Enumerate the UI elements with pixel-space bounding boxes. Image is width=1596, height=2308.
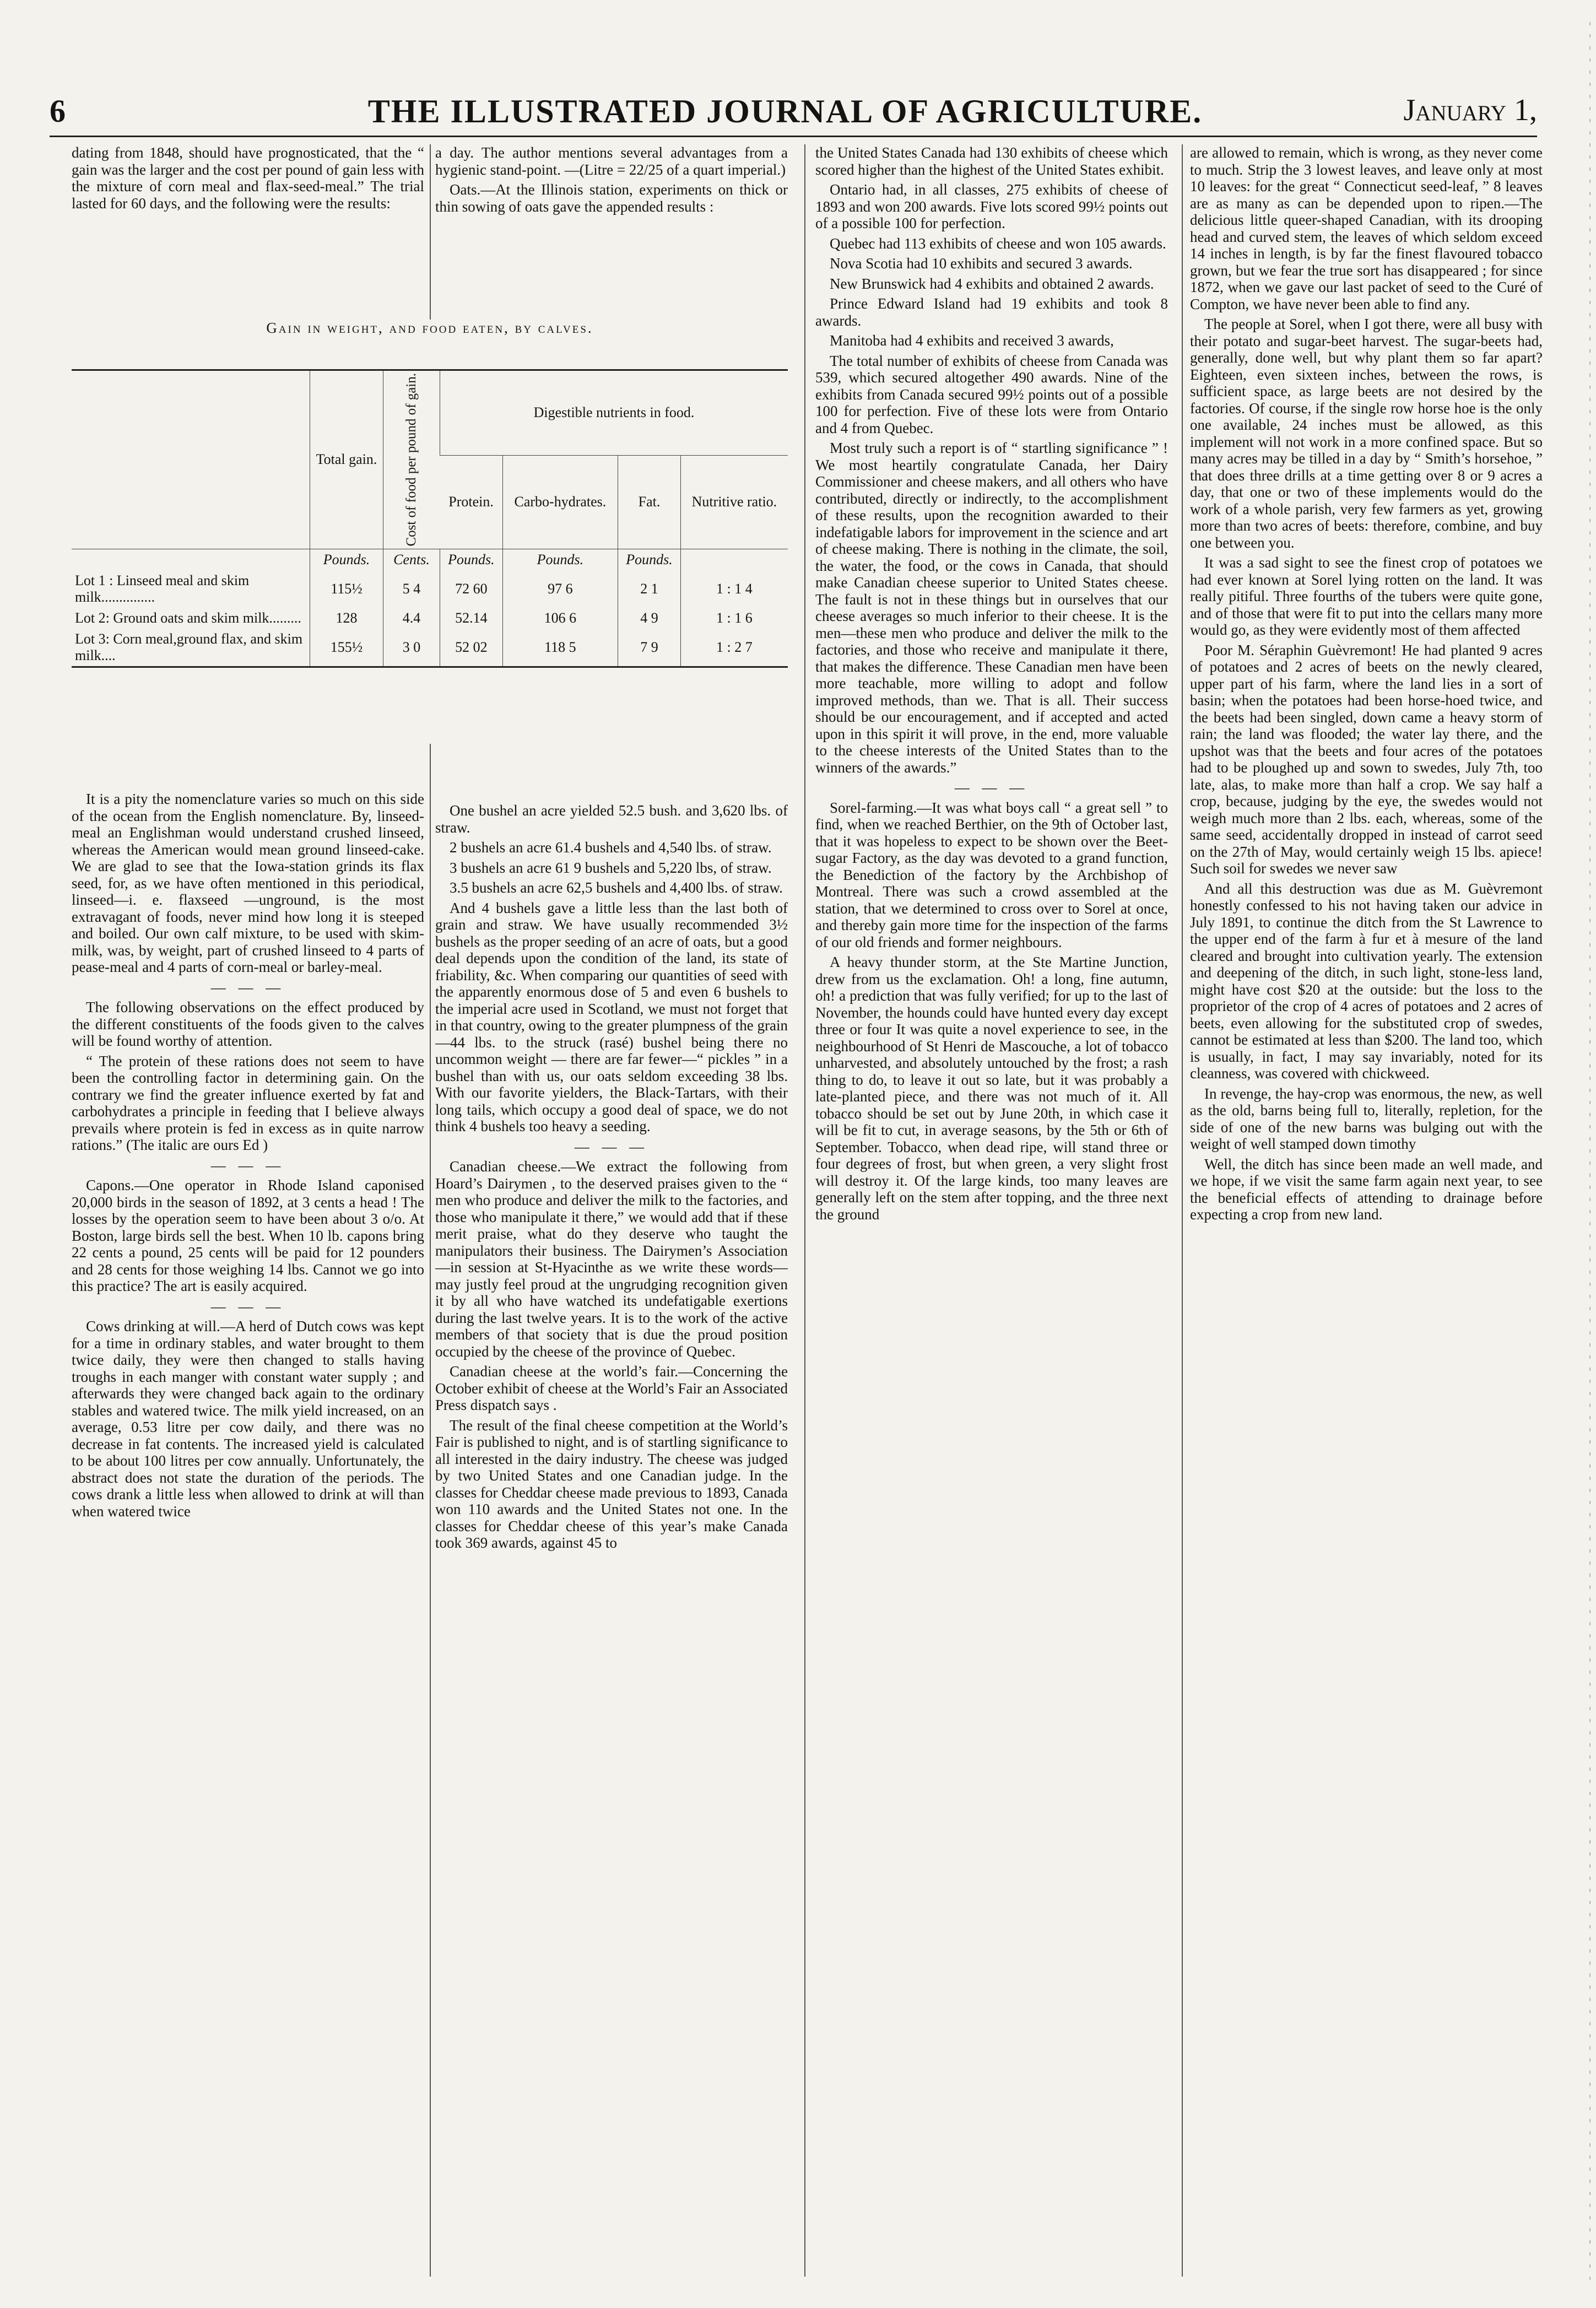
fat-cell: 2 1 — [618, 570, 681, 608]
calves-table — [72, 369, 788, 668]
units-cell: Pounds. — [310, 549, 383, 570]
separator: — — — — [210, 1298, 285, 1315]
ratio-cell: 1 : 1 6 — [680, 608, 788, 629]
separator: — — — — [574, 1138, 649, 1155]
row-label-header — [72, 370, 310, 549]
paragraph: a day. The author mentions several advantages from a hygienic stand-point. —(Litre = 22/25 of a quart imperial.) — [435, 144, 788, 178]
protein-cell: 72 60 — [440, 570, 503, 608]
calves-table-block — [72, 320, 788, 744]
paragraph: Nova Scotia had 10 exhibits and secured 3 awards. — [830, 255, 1133, 272]
paragraph: In revenge, the hay-crop was enormous, the new, as well as the old, barns being full to, literally, repletion, for the side of one of the new barns was bulging out with the weight of well stamped down timothy — [1190, 1085, 1543, 1152]
fat-cell: 4 9 — [618, 608, 681, 629]
column-divider — [804, 144, 805, 2277]
protein-cell: 52 02 — [440, 629, 503, 667]
article-cows-drinking: Cows drinking at will.—A herd of Dutch cows was kept for a time in ordinary stables, and water brought to them twice daily, they were then changed to stalls having troughs in each manger with constant water supply ; and afterwards they were changed back again to the ordinary stables and watered twice. The milk yield increased, on an average, 0.53 litre per cow daily, and there was no decrease in fat contents. The increased yield is calculated to be about 100 litres per cow annually. Unfortunately, the abstract does not state the duration of the periods. The cows drank a little less when allowed to drink at will than when watered twice — [72, 1318, 424, 1520]
units-cell — [72, 549, 310, 570]
cost-header-text: Cost of food per pound of gain. — [404, 373, 419, 547]
journal-title: THE ILLUSTRATED JOURNAL OF AGRICULTURE. — [367, 93, 1203, 129]
paragraph: Manitoba had 4 exhibits and received 3 awards, — [830, 332, 1114, 349]
paragraph: the United States Canada had 130 exhibits of cheese which scored higher than the highest of the United States exhibit. — [815, 144, 1168, 178]
paragraph: 3 bushels an acre 61 9 bushels and 5,220 lbs, of straw. — [450, 859, 772, 876]
issue-date: January 1, — [1403, 93, 1537, 127]
total-gain-header: Total gain. — [310, 370, 383, 549]
paragraph: A heavy thunder storm, at the Ste Martine Junction, drew from us the exclamation. Oh! a long, fine autumn, oh! a prediction that was fully verified; for up to the last of November, the hounds could have hunted every day except three or four It was quite a novel experience to see, in the neighbourhood of St Henri de Mascouche, a lot of tobacco unharvested, and absolutely untouched by the frost; a rash thing to do, to leave it out so late, but it was probably a late-planted piece, and there was not much of it. All tobacco should be set out by June 20th, in which case it will be fit to cut, in average seasons, by the 5th or 6th of September. Tobacco, when dead ripe, will stand three or four degrees of frost, but when green, a very slight frost will destroy it. Of the large kinds, too many leaves are generally left on the stem after topping, and the three next the ground — [815, 954, 1168, 1223]
units-cell — [680, 549, 788, 570]
carbo-cell: 118 5 — [502, 629, 618, 667]
paragraph: The following observations on the effect produced by the different constituents of the foods given to the calves will be found worthy of attention. — [72, 999, 424, 1049]
units-cell: Cents. — [383, 549, 440, 570]
units-cell: Pounds. — [618, 549, 681, 570]
nutritive-ratio-header: Nutritive ratio. — [680, 455, 788, 549]
paragraph: Poor M. Séraphin Guèvremont! He had planted 9 acres of potatoes and 2 acres of beets on the newly cleared, upper part of his farm, where the land lies in a sort of basin; when the potatoes had been horse-hoed twice, and the beets had been singled, down came a heavy storm of rain; the land was flooded; the water lay there, and the upshot was that the beets and four acres of the potatoes had to be ploughed up and sown to swedes, July 7th, too late, alas, to make more than half a crop. We say half a crop, because, judging by the eye, the swedes would not weigh much more than 2 lbs. each, whereas, some of the same seed, accidentally dropped in instead of carrot seed on the 27th of May, would certainly weigh 15 lbs. apiece! Such soil for swedes we never saw — [1190, 641, 1543, 877]
gain-cell: 128 — [310, 608, 383, 629]
row-label: Lot 3: Corn meal,ground flax, and skim milk.... — [75, 630, 303, 663]
ratio-cell: 1 : 1 4 — [680, 570, 788, 608]
paragraph: New Brunswick had 4 exhibits and obtained 2 awards. — [830, 275, 1154, 292]
paragraph: And all this destruction was due as M. Guèvremont honestly confessed to his not having taken our advice in July 1891, to continue the ditch from the St Lawrence to the upper end of the farm à fur et à mesure of the land cleared and brought into cultivation yearly. The extension and deepening of the ditch, in such light, stone-less land, might have cost $20 at the outside: but the loss to the proprietor of the crop of 4 acres of potatoes and 2 acres of beets, even allowing for the substituted crop of swedes, cannot be estimated at less than $200. The land too, which is usually, in fact, I may say invariably, noted for its cleanness, was covered with chickweed. — [1190, 880, 1543, 1082]
ratio-cell: 1 : 2 7 — [680, 629, 788, 667]
cost-header — [383, 370, 440, 549]
table-row — [72, 570, 788, 608]
units-cell: Pounds. — [440, 549, 503, 570]
carbo-cell: 97 6 — [502, 570, 618, 608]
row-label: Lot 2: Ground oats and skim milk......... — [75, 609, 301, 626]
column-divider — [1182, 144, 1183, 2277]
gain-cell: 155½ — [310, 629, 383, 667]
column-3 — [815, 144, 1168, 2277]
fat-cell: 7 9 — [618, 629, 681, 667]
page-header — [33, 93, 1537, 137]
article-oats: Oats.—At the Illinois station, experiments on thick or thin sowing of oats gave the appended results : — [435, 181, 788, 215]
paragraph: Ontario had, in all classes, 275 exhibits of cheese of 1893 and won 200 awards. Five lots scored 99½ points out of a possible 100 for perfection. — [815, 181, 1168, 231]
carbo-cell: 106 6 — [502, 608, 618, 629]
paragraph: The people at Sorel, when I got there, were all busy with their potato and sugar-beet harvest. The sugar-beets had, generally, done well, but why plant them so far apart? Eighteen, even sixteen inches, between the rows, is sufficient space, as large beets are not desired by the factories. Of course, if the single row horse hoe is the only one available, 24 inches must be allowed, as this implement will not work in a more confined space. But so many acres may be tilled in a day by “ Smith’s horsehoe, ” that does three drills at a time getting over 8 or 9 acres a day, that one or two of these implements would do the work of a whole parish, very few farmers as yet, growing more than two acres of beets: therefore, combine, and buy one between you. — [1190, 316, 1543, 551]
paragraph: The total number of exhibits of cheese from Canada was 539, which secured altogether 490 awards. Nine of the exhibits from Canada secured 99½ points out of a possible 100 for perfection. Five of these lots were from Ontario and 4 from Quebec. — [815, 352, 1168, 436]
page-number: 6 — [50, 93, 66, 129]
carbohydrates-header: Carbo-hydrates. — [502, 455, 618, 549]
protein-cell: 52.14 — [440, 608, 503, 629]
article-capons: Capons.—One operator in Rhode Island caponised 20,000 birds in the season of 1892, at 3 cents a head ! The losses by the operation seem to have been about 3 o/o. At Boston, large birds sell the best. When 10 lb. capons bring 22 cents a pound, 25 cents will be paid for 12 pounders and 28 cents for those weighing 14 lbs. Cannot we go into this practice? The art is easily acquired. — [72, 1177, 424, 1294]
digestible-nutrients-header: Digestible nutrients in food. — [440, 370, 788, 456]
separator: — — — — [210, 979, 285, 996]
cost-cell: 4.4 — [383, 608, 440, 629]
paragraph: Prince Edward Island had 19 exhibits and took 8 awards. — [815, 295, 1168, 329]
separator: — — — — [954, 779, 1029, 796]
gain-cell: 115½ — [310, 570, 383, 608]
table-row — [72, 608, 788, 629]
article-worlds-fair: Canadian cheese at the world’s fair.—Concerning the October exhibit of cheese at the World’s Fair an Associated Press dispatch says . — [435, 1363, 788, 1413]
paragraph: Well, the ditch has since been made an well made, and we hope, if we visit the same farm again next year, to see the beneficial effects of attending to drainage before expecting a crop from new land. — [1190, 1155, 1543, 1223]
quoted-paragraph: “ The protein of these rations does not seem to have been the controlling factor in determining gain. On the contrary we find the greater influence exerted by fat and carbohydrates a principle in feeding that I believe always prevails where protein is fed in excess as in quite narrow rations.” (The italic are ours Ed ) — [72, 1052, 424, 1153]
article-sorel-farming: Sorel-farming.—It was what boys call “ a great sell ” to find, when we reached Berthier, on the 9th of October last, that it was hopeless to expect to be shown over the Beet-sugar Factory, as the day was devoted to a grand function, the Benediction of the factory by the Archbishop of Montreal. There was such a crowd assembled at the station, that we determined to cross over to Sorel at once, and thereby gain more time for the inspection of the farms of our old friends and former neighbours. — [815, 799, 1168, 950]
paragraph: One bushel an acre yielded 52.5 bush. and 3,620 lbs. of straw. — [435, 802, 788, 836]
cost-cell: 5 4 — [383, 570, 440, 608]
units-cell: Pounds. — [502, 549, 618, 570]
table-caption: Gain in weight, and food eaten, by calves. — [266, 320, 593, 336]
separator: — — — — [210, 1156, 285, 1174]
scan-edge-marks — [1589, 22, 1590, 2281]
paragraph: It is a pity the nomenclature varies so much on this side of the ocean from the English nomenclature. By, linseed-meal an Englishman would understand crushed linseed, whereas the American would mean ground linseed-cake. We are glad to see that the Iowa-station grinds its flax seed, for, as we have often mentioned in this periodical, linseed—i. e. flaxseed —unground, is the most extravagant of foods, never mind how long it is steeped and boiled. Our own calf mixture, to be used with skim-milk, was, by weight, part of crushed linseed to 4 parts of pease-meal and 4 parts of corn-meal or barley-meal. — [72, 791, 424, 975]
paragraph: Quebec had 113 exhibits of cheese and won 105 awards. — [830, 235, 1166, 252]
paragraph: dating from 1848, should have prognosticated, that the “ gain was the larger and the cost per pound of gain less with the mixture of corn meal and flax-seed-meal.” The trial lasted for 60 days, and the following were the results: — [72, 144, 424, 212]
units-row — [72, 549, 788, 570]
table-row — [72, 629, 788, 667]
paragraph: The result of the final cheese competition at the World’s Fair is published to night, and is of startling significance to all interested in the dairy industry. The cheese was judged by two United States and one Canadian judge. In the classes for Cheddar cheese made previous to 1893, Canada won 110 awards and the United States not one. In the classes for Cheddar cheese of this year’s make Canada took 369 awards, against 45 to — [435, 1417, 788, 1551]
header-rule — [50, 136, 1537, 137]
protein-header: Protein. — [448, 494, 494, 510]
fat-header: Fat. — [618, 455, 681, 549]
paragraph: Most truly such a report is of “ startling significance ” ! We most heartily congratulate Canada, her Dairy Commissioner and cheese makers, and all others who have contributed, directly or indirectly, to the accomplishment of these results, upon the recognition awarded to their indefatigable labors for improvement in the science and art of cheese making. There is nothing in the climate, the soil, the water, the food, or the cows in Canada, that should make Canadian cheese superior to United States cheese. The fault is not in these things but in ourselves that our cheese averages so much inferior to their cheese. It is the men—these men who produce and deliver the milk to the factories, and those who receive and manipulate it there, that makes the difference. These Canadian men have been more teachable, more willing to adopt and follow improved methods, than we. That is all. Their success should be our encouragement, and if accepted and acted upon in this spirit it will prove, in the end, more valuable to the cheese interests of the United States than to the winners of the awards.” — [815, 440, 1168, 776]
article-canadian-cheese: Canadian cheese.—We extract the following from Hoard’s Dairymen , to the deserved praises given to the “ men who produce and deliver the milk to the factories, and those who manipulate it there,” we would add that if these merit praise, what do they deserve who taught the manipulators their business. The Dairymen’s Association—in session at St-Hyacinthe as we write these words—may justly feel proud at the ungrudging recognition given it by all who have watched its undefatigable exertions during the last twelve years. It is to the work of the active members of that society that is due the proud position occupied by the cheese of the province of Quebec. — [435, 1158, 788, 1360]
paragraph: It was a sad sight to see the finest crop of potatoes we had ever known at Sorel lying rotten on the land. It was really pitiful. Three fourths of the tubers were quite gone, and of those that were fit to put into the cellars many more would go, as they were evidently most of them affected — [1190, 554, 1543, 638]
paragraph: 2 bushels an acre 61.4 bushels and 4,540 lbs. of straw. — [450, 839, 772, 856]
paragraph: 3.5 bushels an acre 62,5 bushels and 4,400 lbs. of straw. — [450, 879, 783, 896]
cost-cell: 3 0 — [383, 629, 440, 667]
paragraph: And 4 bushels gave a little less than the last both of grain and straw. We have usually recommended 3½ bushels as the proper seeding of an acre of oats, but a good deal depends upon the condition of the land, its state of friability, &c. When comparing our quantities of seed with the apparently enormous dose of 5 and even 6 bushels to the imperial acre used in Scotland, we must not forget that in that country, owing to the greater plumpness of the grain —44 lbs. to the struck (rasé) bushel being there no uncommon weight — there are far fewer—“ pickles ” in a bushel than with us, our oats seldom exceeding 38 lbs. With our favorite yielders, the Black-Tartars, with their long tails, which occupy a good deal of space, we do not think 4 bushels too heavy a seeding. — [435, 899, 788, 1134]
row-label: Lot 1 : Linseed meal and skim milk............... — [75, 572, 250, 605]
paragraph: are allowed to remain, which is wrong, as they never come to much. Strip the 3 lowest leaves, and leave only at most 10 leaves: for the great “ Connecticut seed-leaf, ” 8 leaves are as many as can be depended upon to ripen.—The delicious little queer-shaped Canadian, with its drooping head and curved stem, the leaves of which seldom exceed 14 inches in length, is by far the finest flavoured tobacco grown, but we fear the true sort has disappeared ; for since 1872, when we gave our last packet of seed to the Curé of Compton, we have never been able to find any. — [1190, 144, 1543, 312]
column-4 — [1190, 144, 1543, 2277]
